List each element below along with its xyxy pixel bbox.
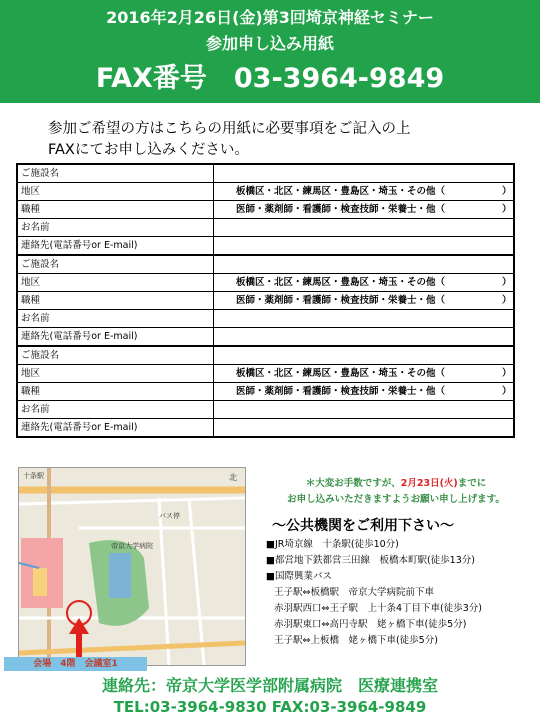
facility-name-field[interactable] <box>214 164 515 183</box>
notice-suffix: までに <box>457 478 487 489</box>
form-row <box>17 201 514 219</box>
application-form-table <box>16 163 515 438</box>
notice-prefix: ＊大変お手数ですが、 <box>305 478 401 489</box>
name-label: お名前 <box>17 401 214 419</box>
form-row <box>17 328 514 347</box>
form-row <box>17 401 514 419</box>
access-row: 赤羽駅東口⇔高円寺駅 姥ヶ橋下車(徒歩5分) <box>274 619 467 630</box>
area-options-field[interactable]: 板橋区・北区・練馬区・豊島区・埼玉・その他（ ） <box>214 365 515 383</box>
map-label-station: 十条駅 <box>23 472 44 480</box>
instructions <box>48 119 411 161</box>
job-options-field[interactable]: 医師・薬剤師・看護師・検査技師・栄養士・他（ ） <box>214 292 515 310</box>
form-row <box>17 219 514 237</box>
form-row <box>17 255 514 274</box>
job-label: 職種 <box>17 201 214 219</box>
access-row: 王子駅⇔板橋駅 帝京大学病院前下車 <box>274 587 434 598</box>
contact-field[interactable] <box>214 237 515 256</box>
area-options-field[interactable]: 板橋区・北区・練馬区・豊島区・埼玉・その他（ ） <box>214 274 515 292</box>
contact-line: 連絡先：帝京大学医学部附属病院 医療連携室 <box>101 676 438 695</box>
fax-number: FAX番号 03-3964-9849 <box>95 63 445 94</box>
form-row <box>17 365 514 383</box>
map-graphic <box>19 468 245 665</box>
form-title: 参加申し込み用紙 <box>205 34 334 53</box>
access-row: 王子駅⇔上板橋 姥ヶ橋下車(徒歩5分) <box>274 635 438 646</box>
form-row <box>17 183 514 201</box>
header-banner <box>0 0 540 103</box>
access-row: ■都営地下鉄都営三田線 板橋本町駅(徒歩13分) <box>266 555 475 566</box>
notice-line2: お申し込みいただきますようお願い申し上げます。 <box>287 494 505 505</box>
map-label-busstop: バス停 <box>159 512 180 520</box>
form-row <box>17 292 514 310</box>
venue-caption: 会場 4階 会議室1 <box>4 657 147 671</box>
contact-field[interactable] <box>214 419 515 438</box>
name-label: お名前 <box>17 310 214 328</box>
hospital-building <box>109 553 131 598</box>
instructions-line1: 参加ご希望の方はこちらの用紙に必要事項をご記入の上 <box>48 121 411 137</box>
contact-label: 連絡先(電話番号or E-mail) <box>17 237 214 256</box>
map-label-north: 北 <box>229 473 237 482</box>
access-map <box>18 467 246 666</box>
facility-name-label: ご施設名 <box>17 255 214 274</box>
access-row: 赤羽駅西口⇔王子駅 上十条4丁目下車(徒歩3分) <box>274 603 482 614</box>
form-row <box>17 274 514 292</box>
form-row <box>17 346 514 365</box>
facility-name-label: ご施設名 <box>17 346 214 365</box>
form-row <box>17 164 514 183</box>
deadline-notice <box>266 476 526 508</box>
access-heading: ～公共機関をご利用下さい～ <box>272 518 454 534</box>
form-row <box>17 419 514 438</box>
job-options-field[interactable]: 医師・薬剤師・看護師・検査技師・栄養士・他（ ） <box>214 201 515 219</box>
area-label: 地区 <box>17 365 214 383</box>
name-label: お名前 <box>17 219 214 237</box>
contact-label: 連絡先(電話番号or E-mail) <box>17 419 214 438</box>
facility-name-field[interactable] <box>214 346 515 365</box>
seminar-title: 2016年2月26日(金)第3回埼京神経セミナー <box>106 8 434 27</box>
facility-name-field[interactable] <box>214 255 515 274</box>
area-label: 地区 <box>17 183 214 201</box>
job-options-field[interactable]: 医師・薬剤師・看護師・検査技師・栄養士・他（ ） <box>214 383 515 401</box>
name-field[interactable] <box>214 310 515 328</box>
area-options-field[interactable]: 板橋区・北区・練馬区・豊島区・埼玉・その他（ ） <box>214 183 515 201</box>
name-field[interactable] <box>214 401 515 419</box>
form-row <box>17 310 514 328</box>
instructions-line2: FAXにてお申し込みください。 <box>48 142 249 158</box>
public-transport-section <box>266 515 526 649</box>
form-row <box>17 237 514 256</box>
contact-field[interactable] <box>214 328 515 347</box>
area-label: 地区 <box>17 274 214 292</box>
contact-label: 連絡先(電話番号or E-mail) <box>17 328 214 347</box>
tel-fax-line: TEL:03-3964-9830 FAX:03-3964-9849 <box>113 698 427 716</box>
form-row <box>17 383 514 401</box>
facility-name-label: ご施設名 <box>17 164 214 183</box>
map-label-hospital: 帝京大学病院 <box>111 542 153 550</box>
access-row: ■JR埼京線 十条駅(徒歩10分) <box>266 539 399 550</box>
name-field[interactable] <box>214 219 515 237</box>
job-label: 職種 <box>17 292 214 310</box>
deadline-date: 2月23日(火) <box>400 478 458 489</box>
job-label: 職種 <box>17 383 214 401</box>
access-row: ■国際興業バス <box>266 571 332 582</box>
